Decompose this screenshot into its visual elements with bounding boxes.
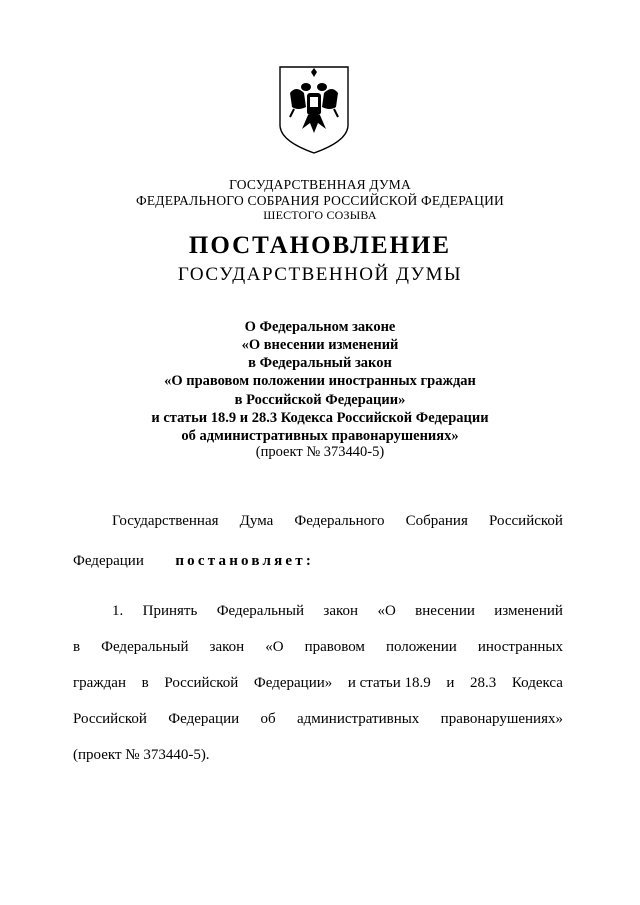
subject-line-5: в Российской Федерации» bbox=[234, 392, 406, 408]
word: Дума bbox=[239, 513, 274, 529]
subject-line-6: и статьи 18.9 и 28.3 Кодекса Российской Федерации bbox=[151, 410, 489, 426]
document-subtitle: ГОСУДАРСТВЕННОЙ ДУМЫ bbox=[177, 264, 463, 285]
subject-line-3: в Федеральный закон bbox=[248, 355, 392, 371]
word: Федеральный bbox=[216, 603, 305, 619]
word: иностранных bbox=[477, 639, 563, 655]
word: Государственная bbox=[112, 513, 219, 529]
document-title: ПОСТАНОВЛЕНИЕ bbox=[188, 232, 452, 259]
subject-line-1: О Федеральном законе bbox=[244, 319, 396, 335]
coat-of-arms-emblem bbox=[276, 63, 352, 155]
word: и статьи 18.9 bbox=[347, 675, 431, 691]
word: Российской bbox=[164, 675, 239, 691]
word: Федеральный bbox=[101, 639, 189, 655]
word: 28.3 bbox=[470, 675, 497, 691]
word: Российской bbox=[73, 711, 147, 727]
subject-line-4: «О правовом положении иностранных граждан bbox=[164, 373, 476, 389]
item-1-line-1 bbox=[112, 603, 563, 620]
word: положении bbox=[385, 639, 457, 655]
word: внесении bbox=[415, 603, 475, 619]
word: «О bbox=[265, 639, 284, 655]
word: закон bbox=[209, 639, 245, 655]
word: и bbox=[446, 675, 455, 691]
word: «О bbox=[377, 603, 396, 619]
word: Федерации bbox=[73, 553, 144, 569]
word: Кодекса bbox=[511, 675, 563, 691]
word: Федерации bbox=[168, 711, 240, 727]
word: граждан bbox=[73, 675, 126, 691]
word: правовом bbox=[304, 639, 365, 655]
subject-line-7: об административных правонарушениях» bbox=[181, 428, 459, 444]
item-1-line-3 bbox=[73, 675, 563, 692]
word: в bbox=[141, 675, 149, 691]
word: об bbox=[260, 711, 276, 727]
header-line-3: ШЕСТОГО СОЗЫВА bbox=[263, 208, 377, 222]
word: административных bbox=[297, 711, 420, 727]
word: Федерации» bbox=[253, 675, 333, 691]
word: закон bbox=[323, 603, 359, 619]
project-number: (проект № 373440-5) bbox=[255, 444, 385, 460]
word: Федерального bbox=[294, 513, 385, 529]
word: Принять bbox=[142, 603, 198, 619]
item-1-line-5: (проект № 373440-5). bbox=[73, 747, 210, 763]
paragraph-1-line-2 bbox=[73, 553, 563, 570]
paragraph-1-line-1 bbox=[112, 513, 563, 530]
resolves-word: постановляет: bbox=[175, 553, 315, 569]
word: правонарушениях» bbox=[440, 711, 563, 727]
subject-line-2: «О внесении изменений bbox=[241, 337, 399, 353]
header-line-1: ГОСУДАРСТВЕННАЯ ДУМА bbox=[229, 177, 411, 192]
item-1-line-2 bbox=[73, 639, 563, 656]
word: в bbox=[73, 639, 81, 655]
word: Российской bbox=[489, 513, 563, 529]
word: изменений bbox=[494, 603, 563, 619]
item-1-line-4 bbox=[73, 711, 563, 728]
word: 1. bbox=[112, 603, 124, 619]
word: Собрания bbox=[405, 513, 468, 529]
header-line-2: ФЕДЕРАЛЬНОГО СОБРАНИЯ РОССИЙСКОЙ ФЕДЕРАЦИИ bbox=[136, 193, 504, 208]
